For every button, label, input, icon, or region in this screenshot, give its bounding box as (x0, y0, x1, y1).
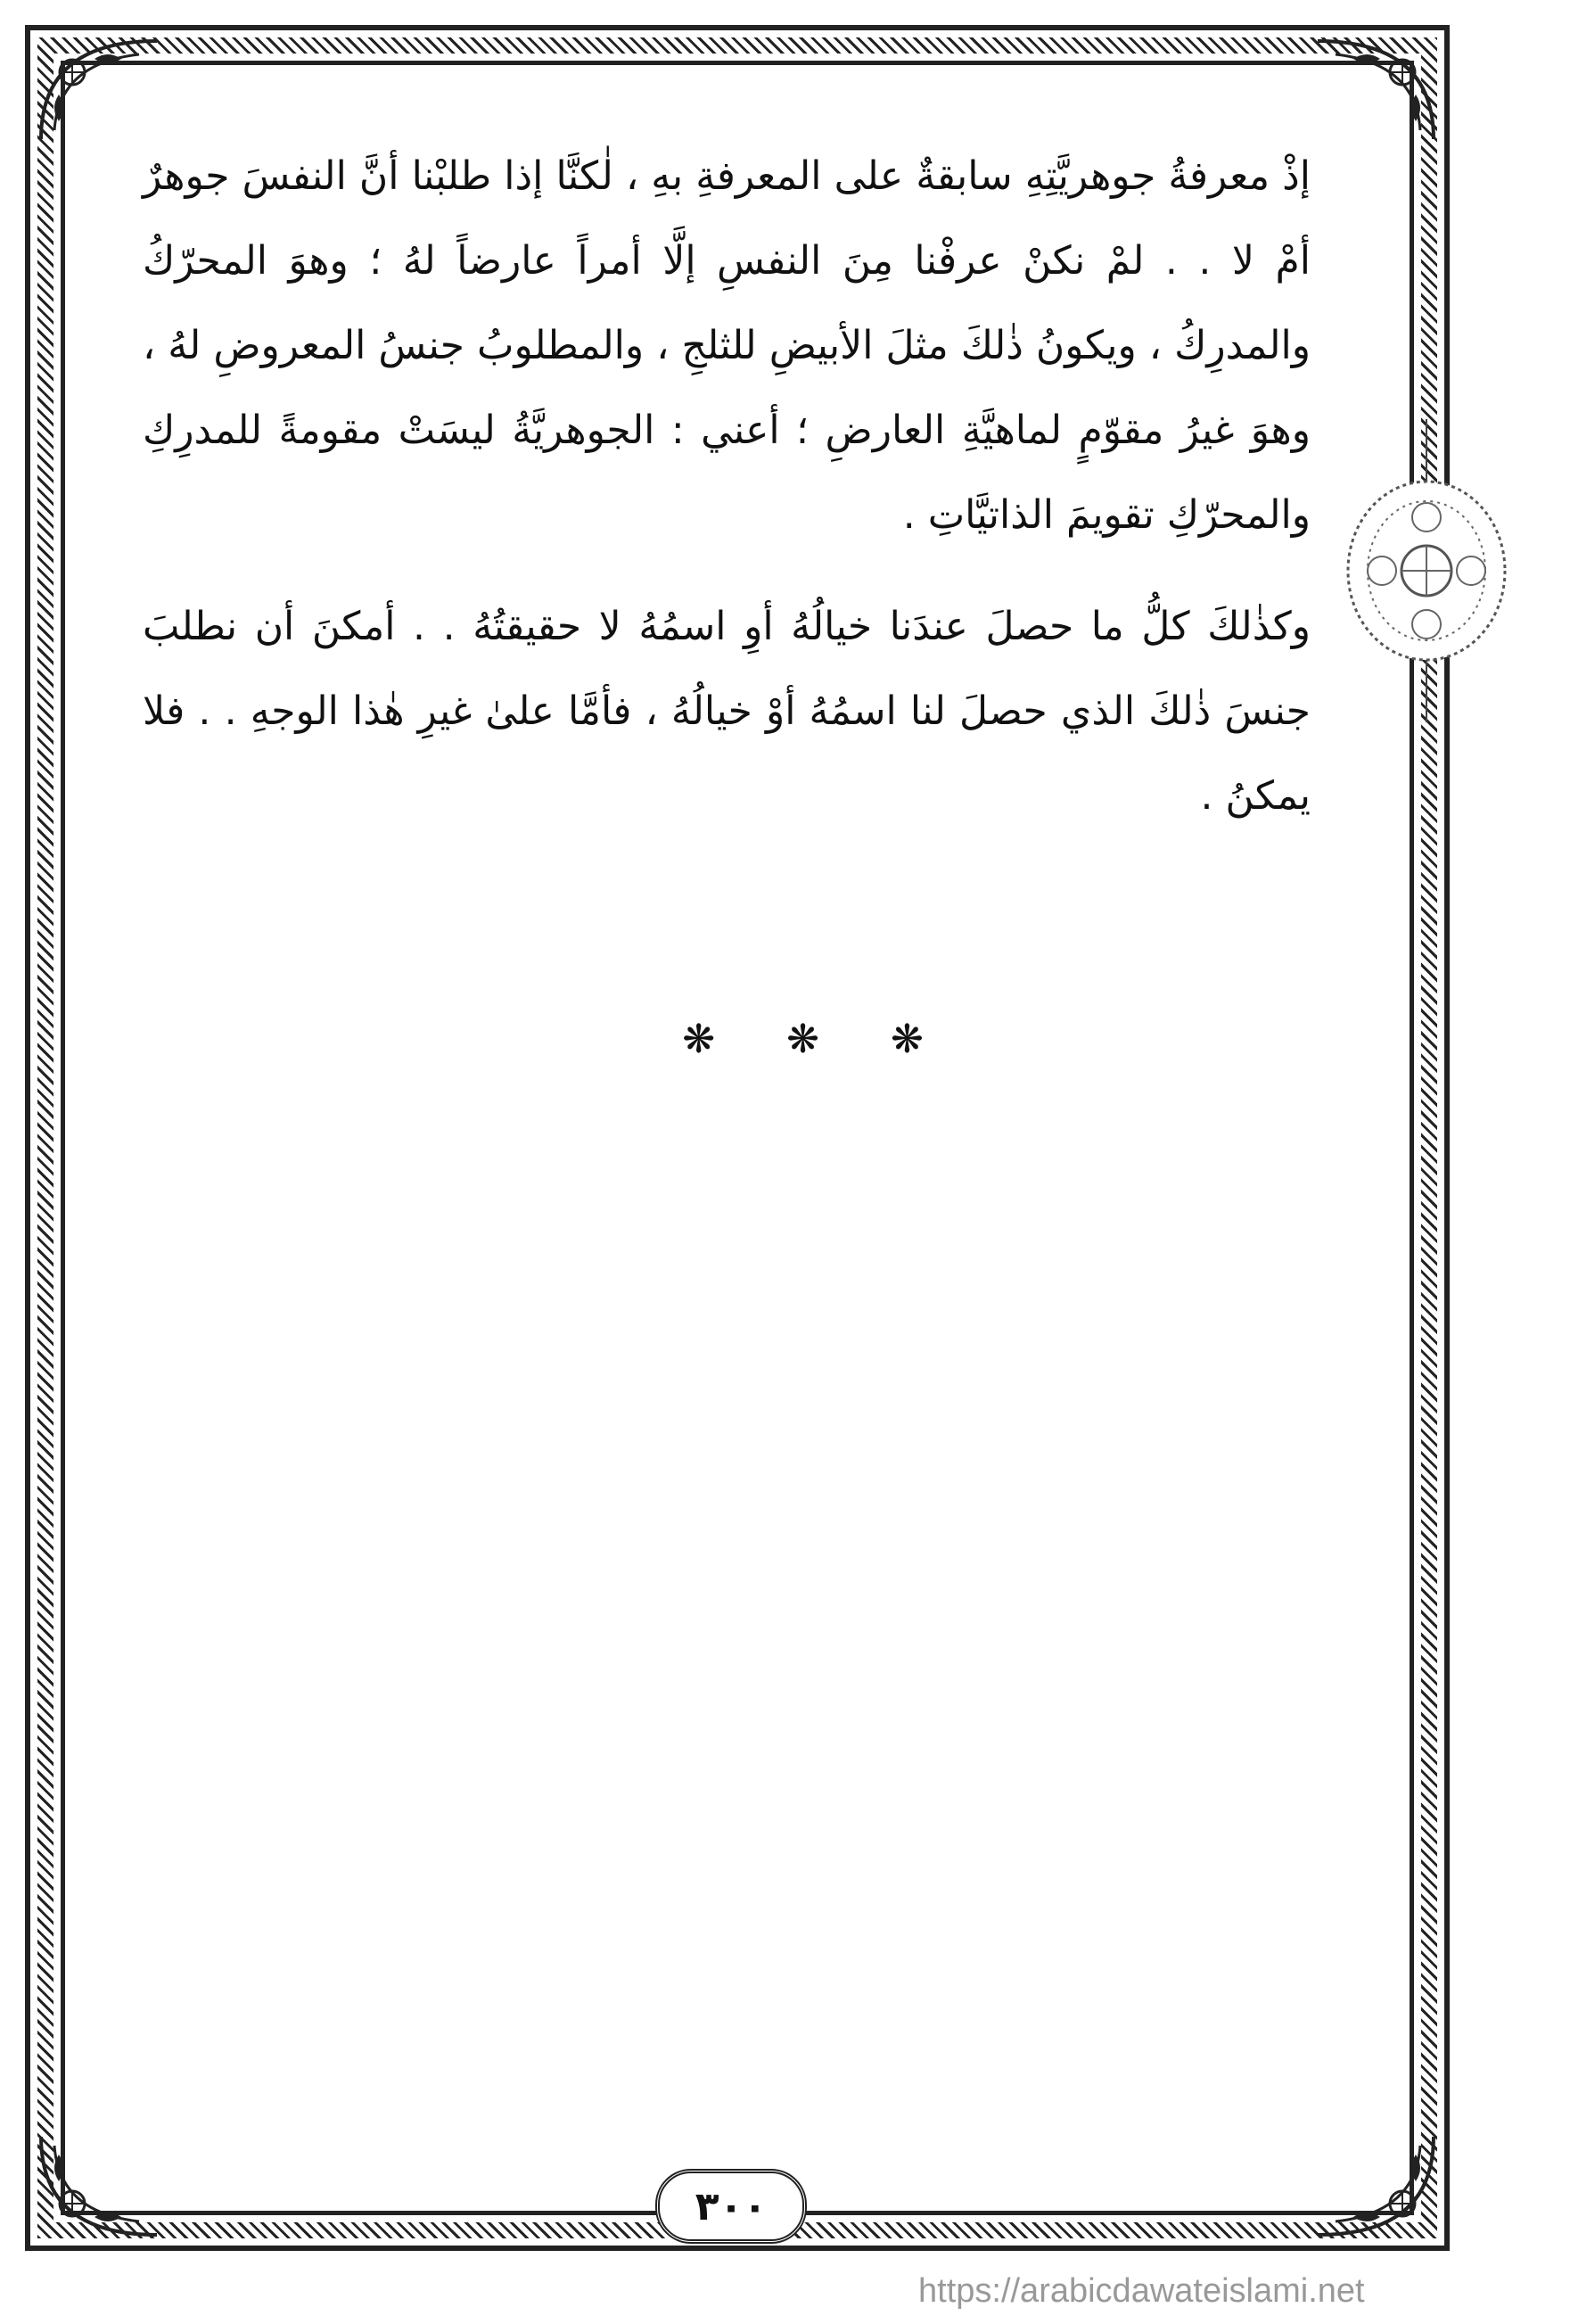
paragraph-1: إذْ معرفةُ جوهريَّتِهِ سابقةٌ على المعرفةِ بهِ ، لٰكنَّا إذا طلبْنا أنَّ النفسَ جوهرٌ أمْ لا . . لمْ نكنْ عرفْنا مِنَ النفسِ إلَّا أمراً عارضاً لهُ ؛ وهوَ المحرّكُ والمدرِكُ ، ويكونُ ذٰلكَ مثلَ الأبيضِ للثلجِ ، والمطلوبُ جنسُ المعروضِ لهُ ، وهوَ غيرُ مقوّمٍ لماهيَّةِ العارضِ ؛ أعني : الجوهريَّةُ ليسَتْ مقومةً للمدرِكِ والمحرّكِ تقويمَ الذاتيَّاتِ . (143, 153, 1311, 538)
page-number (655, 2169, 807, 2244)
side-medallion-icon (1342, 419, 1511, 722)
watermark-url: https://arabicdawateislami.net (918, 2272, 1365, 2310)
body-text (143, 134, 1311, 838)
section-separator (0, 1017, 1570, 1062)
corner-ornament-icon (32, 32, 166, 148)
paragraph-2: وكذٰلكَ كلُّ ما حصلَ عندَنا خيالُهُ أوِ اسمُهُ لا حقيقتُهُ . . أمكنَ أن نطلبَ جنسَ ذٰلكَ الذي حصلَ لنا اسمُهُ أوْ خيالُهُ ، فأمَّا علىٰ غيرِ هٰذا الوجهِ . . فلا يمكنُ . (143, 604, 1311, 819)
corner-ornament-icon (32, 2128, 166, 2244)
asterism-icon: ❋ (682, 1017, 752, 1062)
asterism-icon: ❋ (890, 1017, 959, 1062)
page-number-text: ٣٠٠ (695, 2183, 768, 2229)
corner-ornament-icon (1309, 32, 1443, 148)
corner-ornament-icon (1309, 2128, 1443, 2244)
asterism-icon: ❋ (786, 1017, 855, 1062)
